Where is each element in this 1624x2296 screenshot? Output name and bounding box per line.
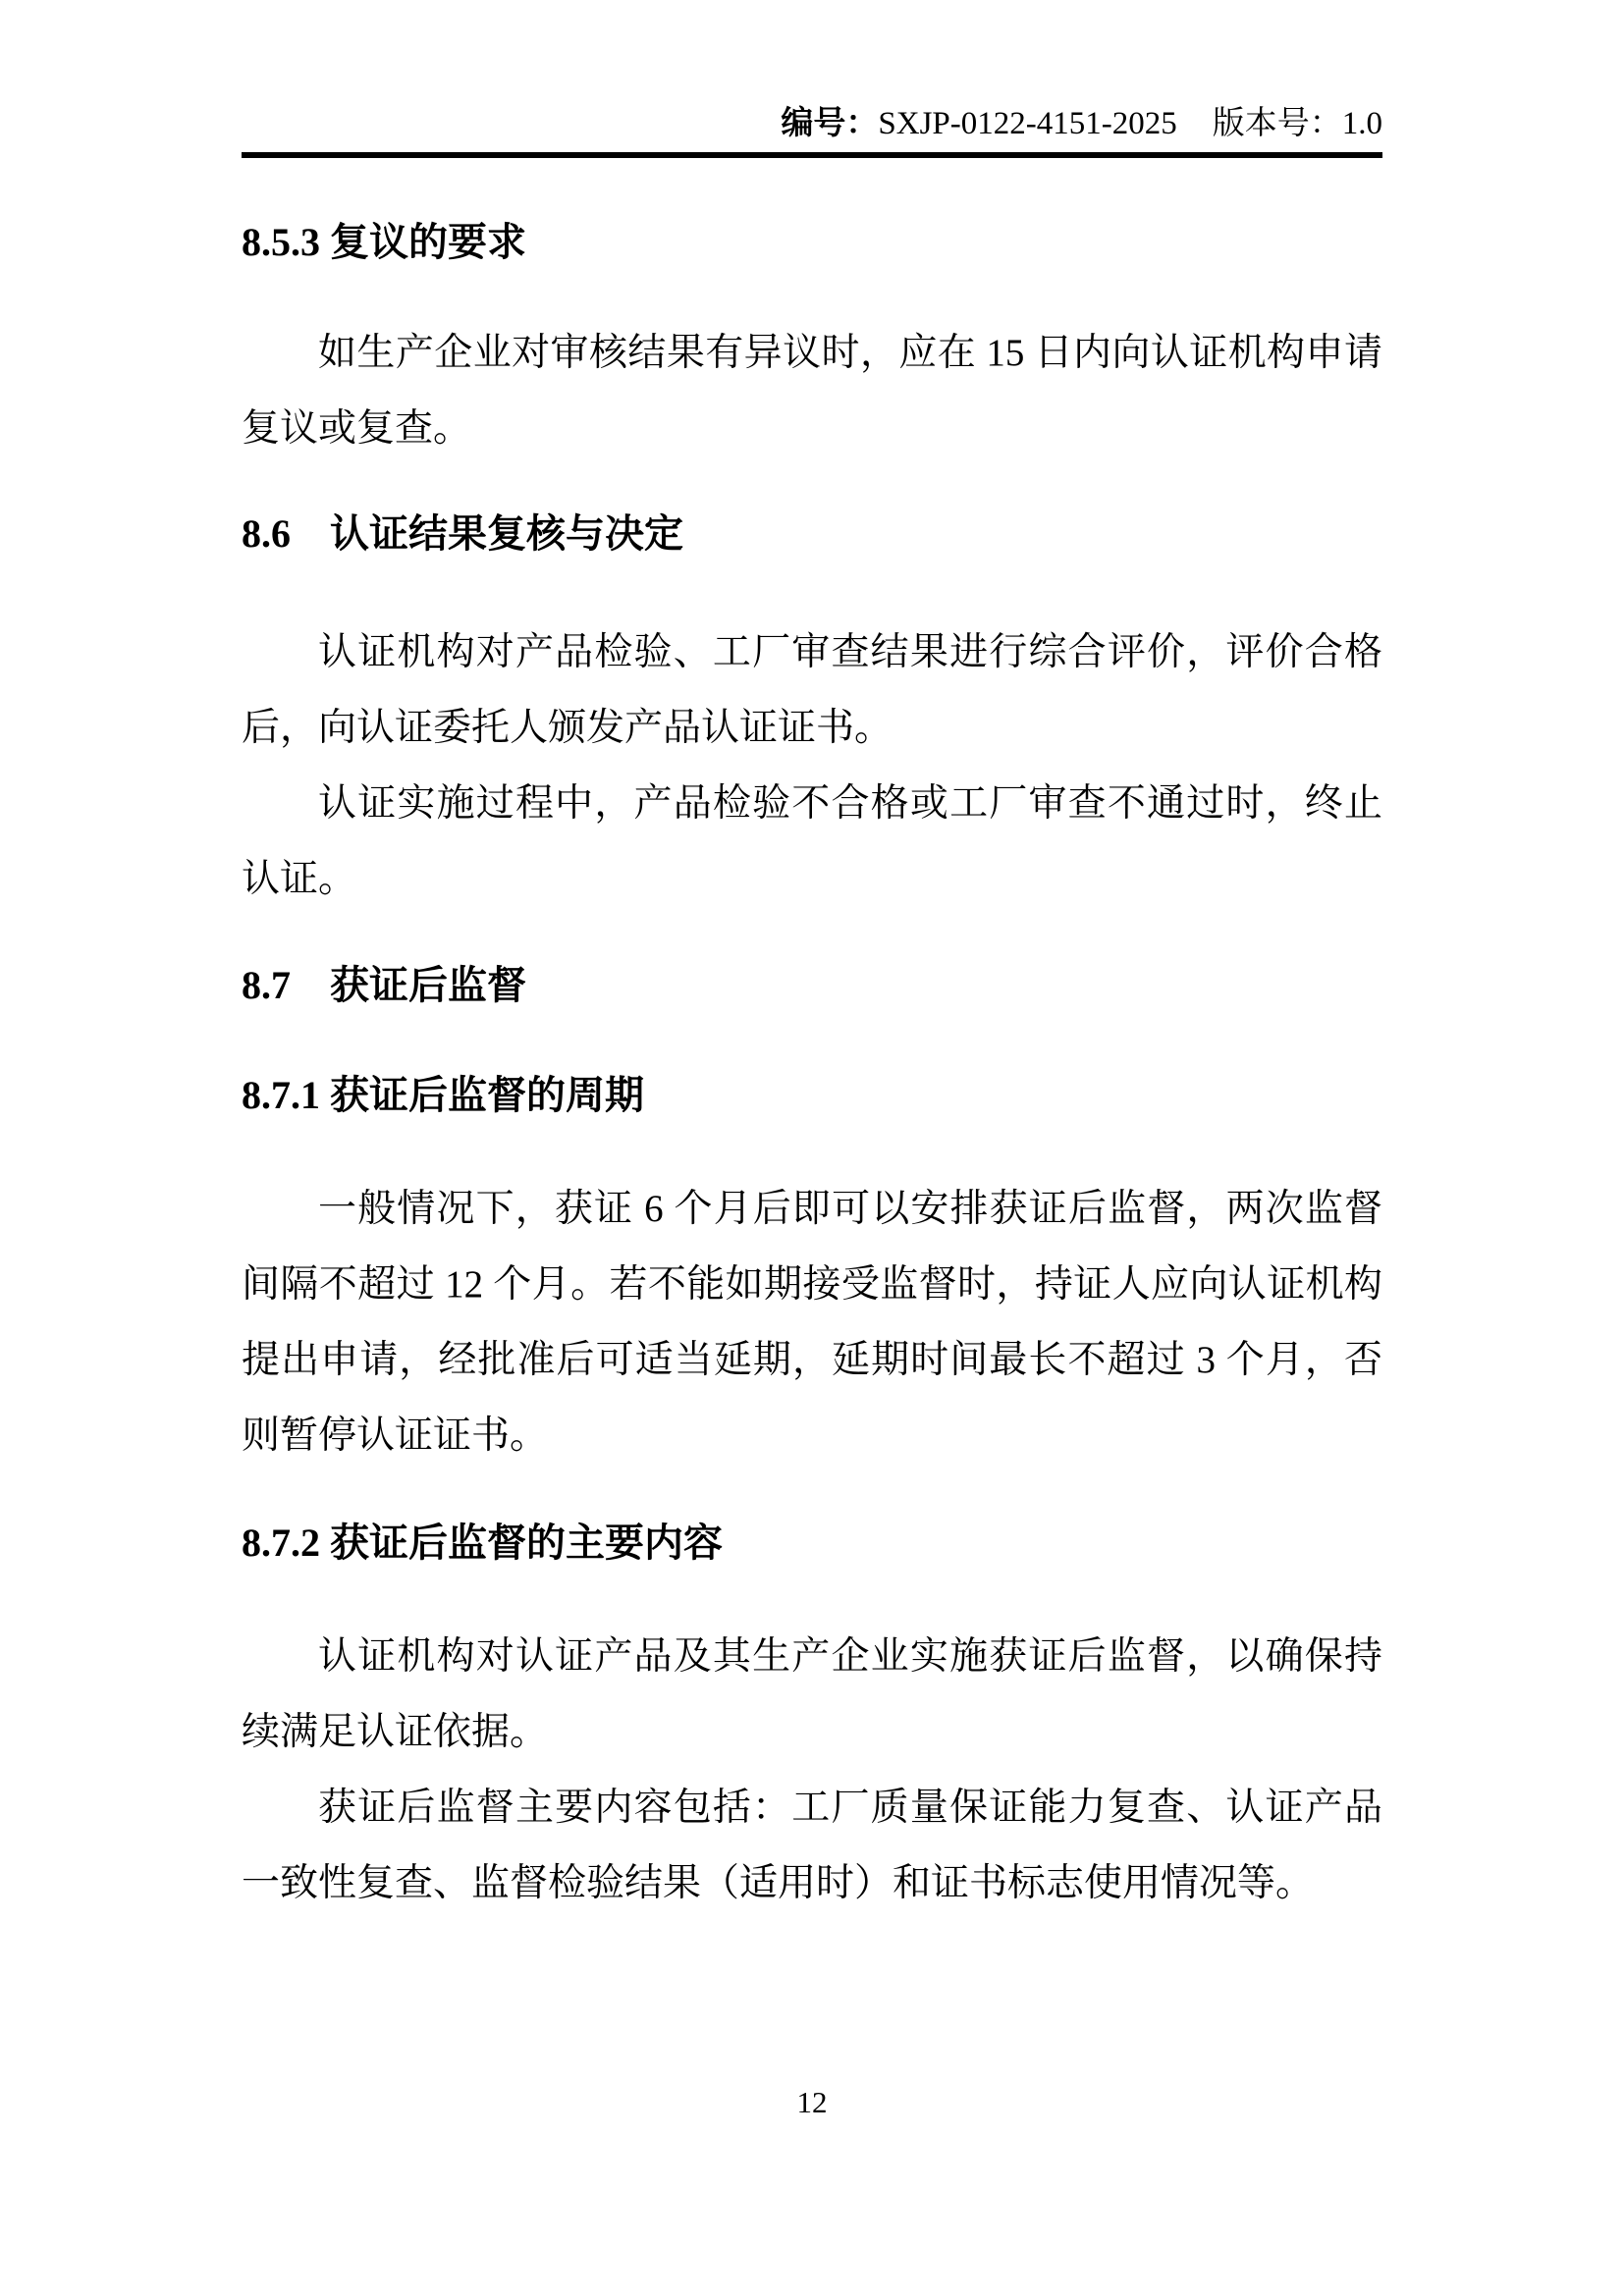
- section-heading-8-7-2: 8.7.2 获证后监督的主要内容: [242, 1521, 723, 1565]
- section-heading-8-6: 8.6 认证结果复核与决定: [242, 511, 683, 556]
- section-heading-8-7: 8.7 获证后监督: [242, 963, 526, 1007]
- paragraph: 认证实施过程中，产品检验不合格或工厂审查不通过时，终止认证。: [242, 782, 1382, 900]
- paragraph: 获证后监督主要内容包括：工厂质量保证能力复查、认证产品一致性复查、监督检验结果（适用时）和证书标志使用情况等。: [242, 1787, 1382, 1904]
- doc-number-label: 编号：: [781, 106, 879, 141]
- section-heading-8-7-1: 8.7.1 获证后监督的周期: [242, 1073, 644, 1117]
- section-heading-8-5-3: 8.5.3 复议的要求: [242, 220, 526, 264]
- doc-number-value: SXJP-0122-4151-2025: [878, 106, 1177, 141]
- version-group: [1213, 106, 1382, 141]
- paragraph: 认证机构对产品检验、工厂审查结果进行综合评价，评价合格后，向认证委托人颁发产品认证证书。: [242, 631, 1382, 749]
- version-label: 版本号：: [1212, 106, 1342, 141]
- paragraph: 认证机构对认证产品及其生产企业实施获证后监督，以确保持续满足认证依据。: [242, 1635, 1382, 1753]
- paragraph: 如生产企业对审核结果有异议时，应在 15 日内向认证机构申请复议或复查。: [242, 332, 1382, 450]
- paragraph: 一般情况下，获证 6 个月后即可以安排获证后监督，两次监督间隔不超过 12 个月。若不能如期接受监督时，持证人应向认证机构提出申请，经批准后可适当延期，延期时间最长不超过 3 个月，否则暂停认证证书。: [242, 1188, 1382, 1457]
- page-header: [242, 0, 1382, 158]
- version-value: 1.0: [1341, 106, 1382, 141]
- page-number: 12: [796, 2085, 828, 2119]
